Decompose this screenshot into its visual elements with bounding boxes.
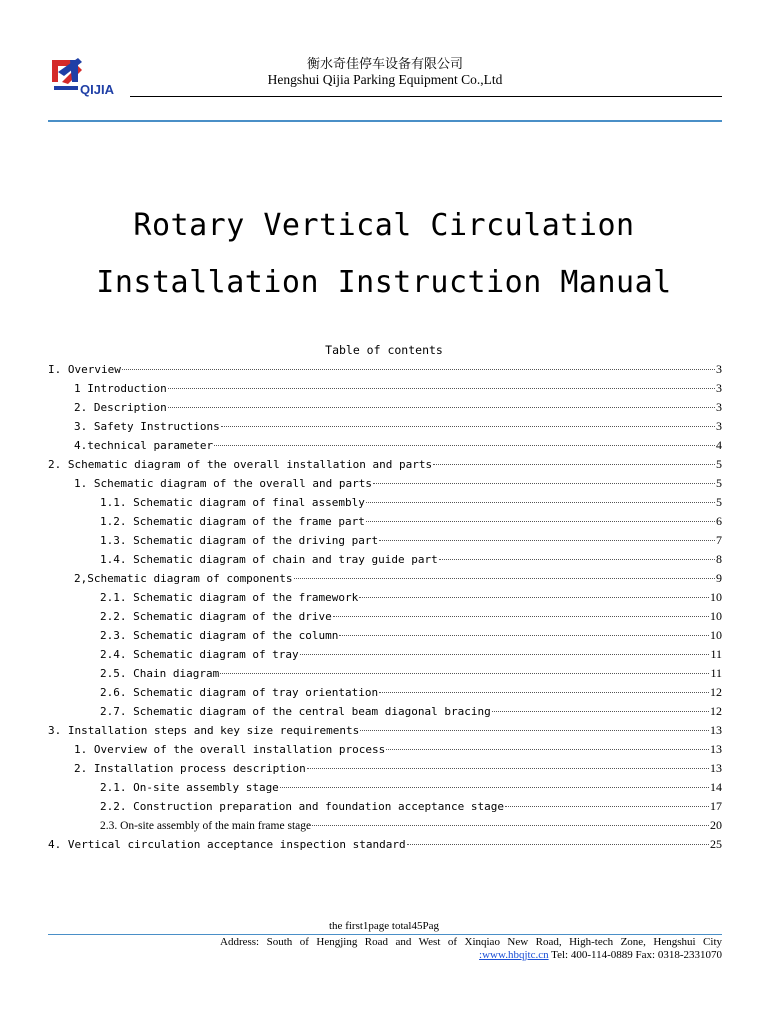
toc-entry[interactable] xyxy=(48,664,722,683)
toc-entry[interactable] xyxy=(48,683,722,702)
toc-entry-page: 6 xyxy=(716,514,722,528)
toc-leader xyxy=(505,806,709,807)
qijia-logo xyxy=(48,52,126,98)
toc-entry-page: 13 xyxy=(710,742,722,756)
toc-leader xyxy=(366,502,715,503)
toc-entry-label: 1.1. Schematic diagram of final assembly xyxy=(100,496,365,509)
toc-entry-page: 5 xyxy=(716,476,722,490)
toc-leader xyxy=(333,616,709,617)
toc-leader xyxy=(168,407,715,408)
page-indicator: the first1page total45Pag xyxy=(329,920,439,932)
toc-entry[interactable] xyxy=(48,360,722,379)
toc-leader xyxy=(359,597,709,598)
toc-entry[interactable] xyxy=(48,797,722,816)
toc-entry[interactable] xyxy=(48,455,722,474)
toc-leader xyxy=(307,768,709,769)
toc-entry-label: 1.4. Schematic diagram of chain and tray guide part xyxy=(100,553,438,566)
toc-entry-page: 12 xyxy=(710,685,722,699)
website-link[interactable]: :www.hbqjtc.cn xyxy=(479,949,549,961)
toc-entry-label: 2.7. Schematic diagram of the central beam diagonal bracing xyxy=(100,705,491,718)
toc-entry-page: 7 xyxy=(716,533,722,547)
toc-entry[interactable] xyxy=(48,702,722,721)
toc-entry-page: 17 xyxy=(710,799,722,813)
toc-entry-page: 13 xyxy=(710,723,722,737)
document-title-line2: Installation Instruction Manual xyxy=(96,265,672,300)
toc-leader xyxy=(339,635,709,636)
toc-entry[interactable] xyxy=(48,588,722,607)
toc-entry[interactable] xyxy=(48,778,722,797)
footer-contact xyxy=(220,949,722,961)
phone-fax: Tel: 400-114-0889 Fax: 0318-2331070 xyxy=(548,949,722,961)
toc-entry[interactable] xyxy=(48,531,722,550)
toc-leader xyxy=(379,540,715,541)
toc-leader xyxy=(407,844,709,845)
toc-leader xyxy=(386,749,709,750)
toc-entry-label: 1. Schematic diagram of the overall and parts xyxy=(74,477,373,490)
footer-divider xyxy=(48,934,722,935)
toc-entry-label: 2.1. Schematic diagram of the framework xyxy=(100,591,359,604)
toc-entry-label: 2.3. Schematic diagram of the column xyxy=(100,629,339,642)
toc-entry-label: 1.2. Schematic diagram of the frame part xyxy=(100,515,365,528)
toc-entry[interactable] xyxy=(48,740,722,759)
toc-entry[interactable] xyxy=(48,417,722,436)
header-divider xyxy=(130,96,722,97)
toc-entry-label: 2.5. Chain diagram xyxy=(100,667,220,680)
footer-address: Address: South of Hengjing Road and West of Xinqiao New Road, High-tech Zone, Hengshui City xyxy=(220,936,722,948)
toc-leader xyxy=(122,369,715,370)
toc-entry-label: 2.2. Construction preparation and foundation acceptance stage xyxy=(100,800,504,813)
toc-entry[interactable] xyxy=(48,379,722,398)
toc-entry-page: 20 xyxy=(710,818,722,832)
toc-entry-page: 5 xyxy=(716,457,722,471)
toc-entry[interactable] xyxy=(48,816,722,835)
toc-entry-label: 1.3. Schematic diagram of the driving part xyxy=(100,534,379,547)
toc-leader xyxy=(433,464,715,465)
toc-entry-label: 2.6. Schematic diagram of tray orientation xyxy=(100,686,379,699)
toc-entry[interactable] xyxy=(48,493,722,512)
toc-entry-page: 10 xyxy=(710,590,722,604)
header-blue-rule xyxy=(48,120,722,122)
toc-leader xyxy=(360,730,709,731)
toc-leader xyxy=(168,388,715,389)
svg-text:QIJIA: QIJIA xyxy=(80,82,114,97)
toc-entry-page: 11 xyxy=(710,647,722,661)
toc-entry-page: 13 xyxy=(710,761,722,775)
toc-entry[interactable] xyxy=(48,626,722,645)
toc-entry-page: 25 xyxy=(710,837,722,851)
toc-leader xyxy=(294,578,715,579)
toc-entry-label: 1 Introduction xyxy=(74,382,167,395)
toc-entry-label: 2.4. Schematic diagram of tray xyxy=(100,648,299,661)
toc-entry[interactable] xyxy=(48,398,722,417)
page-header xyxy=(0,0,768,130)
document-title-line1: Rotary Vertical Circulation xyxy=(133,208,635,243)
toc-leader xyxy=(492,711,709,712)
toc-entry-label: 2.1. On-site assembly stage xyxy=(100,781,279,794)
toc-entry[interactable] xyxy=(48,607,722,626)
toc-entry[interactable] xyxy=(48,474,722,493)
toc-leader xyxy=(220,673,709,674)
toc-entry-page: 5 xyxy=(716,495,722,509)
toc-entry-label: 2. Schematic diagram of the overall installation and parts xyxy=(48,458,433,471)
toc-entry-label: 4. Vertical circulation acceptance inspection standard xyxy=(48,838,406,851)
toc-leader xyxy=(280,787,709,788)
toc-heading: Table of contents xyxy=(325,343,443,357)
toc-entry-page: 11 xyxy=(710,666,722,680)
toc-entry[interactable] xyxy=(48,512,722,531)
toc-entry[interactable] xyxy=(48,569,722,588)
toc-entry-page: 3 xyxy=(716,381,722,395)
toc-entry[interactable] xyxy=(48,759,722,778)
toc-entry-page: 3 xyxy=(716,362,722,376)
toc-entry-label: 2. Installation process description xyxy=(74,762,306,775)
toc-entry-label: 3. Safety Instructions xyxy=(74,420,220,433)
toc-entry-page: 9 xyxy=(716,571,722,585)
toc-entry[interactable] xyxy=(48,436,722,455)
toc-entry-label: 4.technical parameter xyxy=(74,439,214,452)
company-name-chinese: 衡水奇佳停车设备有限公司 xyxy=(306,57,463,72)
toc-entry-page: 10 xyxy=(710,628,722,642)
toc-entry[interactable] xyxy=(48,645,722,664)
toc-entry-page: 4 xyxy=(716,438,722,452)
toc-entry-page: 12 xyxy=(710,704,722,718)
toc-leader xyxy=(214,445,715,446)
toc-entry-page: 10 xyxy=(710,609,722,623)
toc-entry-label: 2.3. On-site assembly of the main frame stage xyxy=(100,820,312,832)
toc-entry-page: 3 xyxy=(716,400,722,414)
toc-leader xyxy=(221,426,715,427)
toc-entry[interactable] xyxy=(48,835,722,854)
toc-leader xyxy=(300,654,710,655)
company-name-english: Hengshui Qijia Parking Equipment Co.,Ltd xyxy=(267,72,503,87)
toc-entry-label: 1. Overview of the overall installation process xyxy=(74,743,386,756)
toc-entry-label: 2,Schematic diagram of components xyxy=(74,572,293,585)
toc-leader xyxy=(366,521,715,522)
toc-entry-label: I. Overview xyxy=(48,363,121,376)
toc-entry-label: 2.2. Schematic diagram of the drive xyxy=(100,610,332,623)
toc-leader xyxy=(373,483,715,484)
toc-entry[interactable] xyxy=(48,550,722,569)
toc-entry-page: 14 xyxy=(710,780,722,794)
toc-entry[interactable] xyxy=(48,721,722,740)
toc-entry-page: 8 xyxy=(716,552,722,566)
toc-leader xyxy=(439,559,715,560)
toc-leader xyxy=(379,692,709,693)
toc-entry-label: 2. Description xyxy=(74,401,167,414)
toc-entry-label: 3. Installation steps and key size requirements xyxy=(48,724,360,737)
toc-entry-page: 3 xyxy=(716,419,722,433)
table-of-contents xyxy=(48,360,722,854)
toc-leader xyxy=(312,825,709,826)
